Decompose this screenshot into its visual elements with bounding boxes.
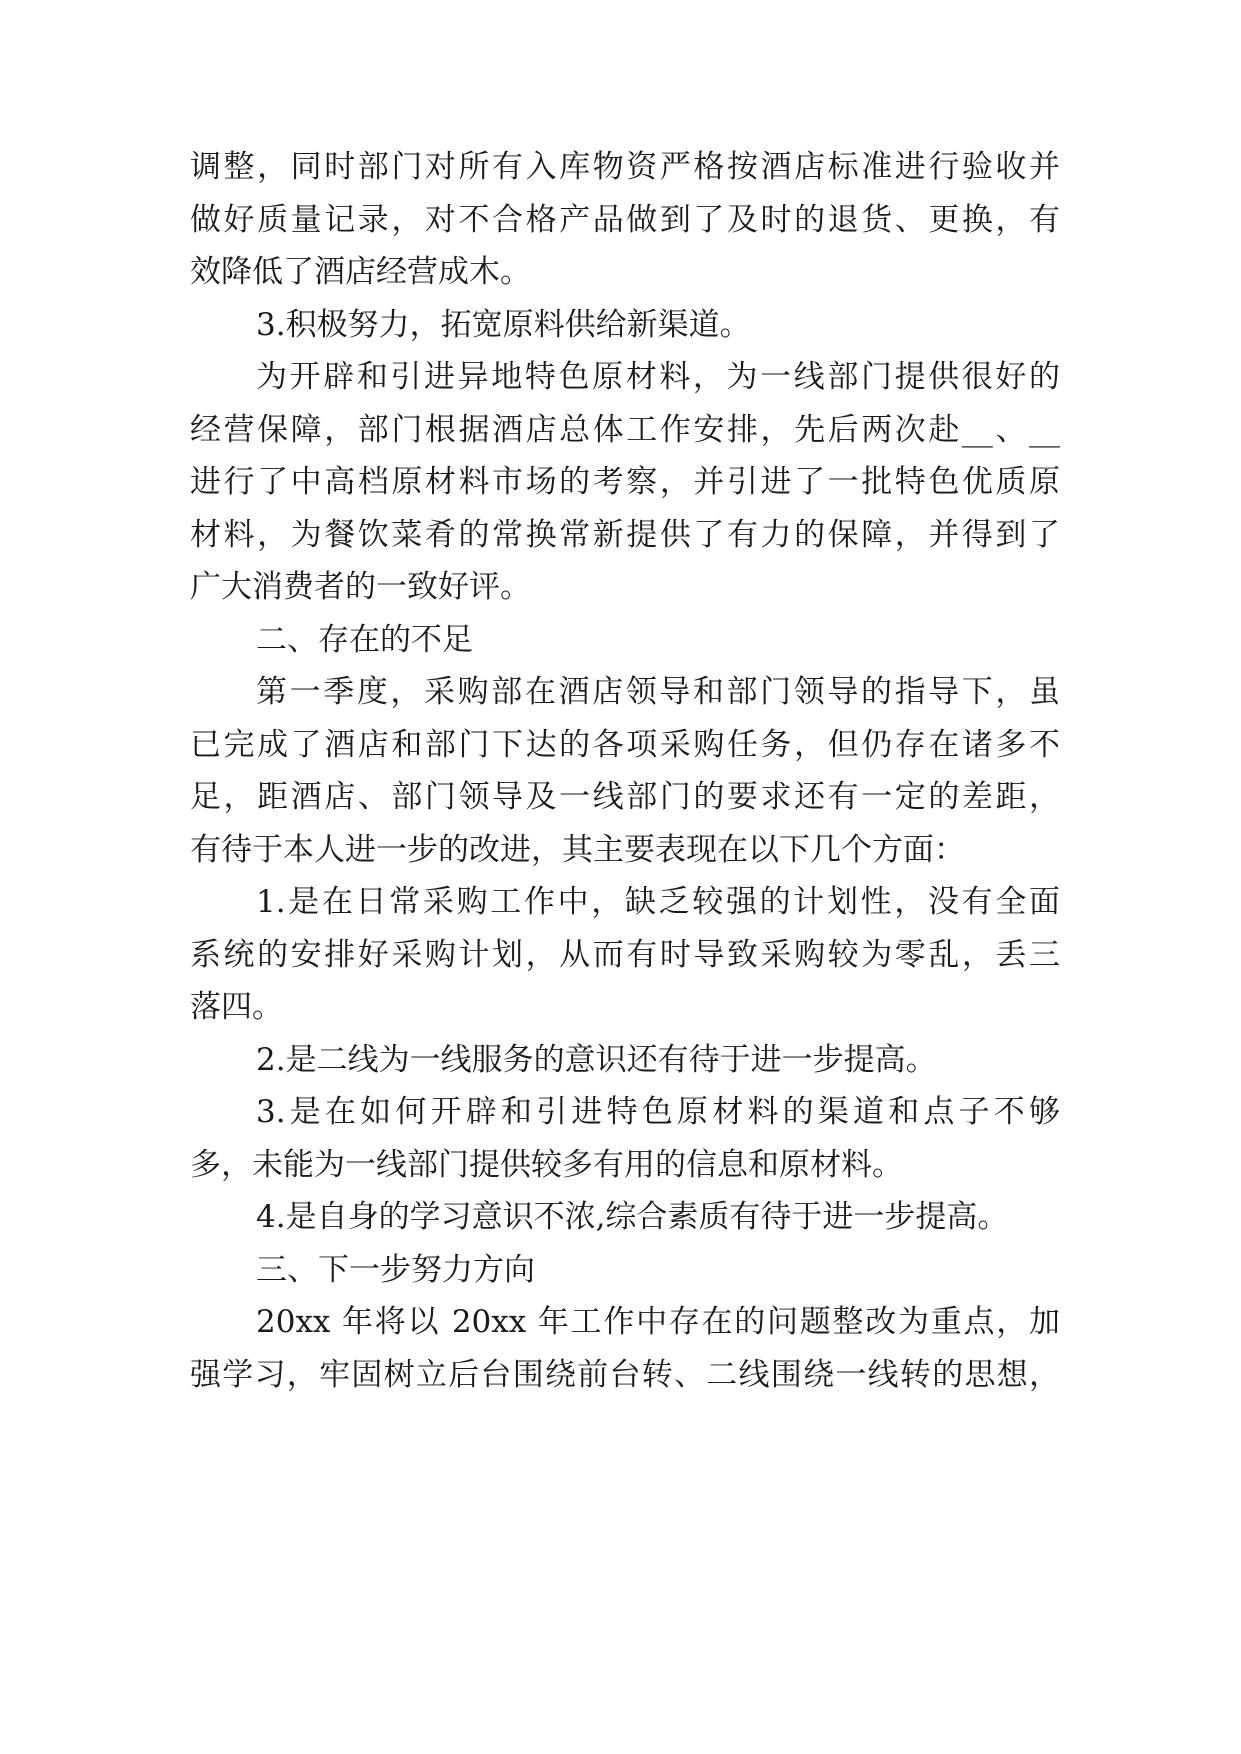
section-heading: 二、存在的不足: [256, 622, 473, 658]
paragraph-line: 效降低了酒店经营成木。: [190, 254, 531, 290]
paragraph-line: 第一季度，采购部在酒店领导和部门领导的指导下，虽: [256, 674, 1060, 710]
list-item-line: 多，未能为一线部门提供较多有用的信息和原材料。: [190, 1147, 903, 1183]
list-item-line: 3.是在如何开辟和引进特色原材料的渠道和点子不够: [256, 1094, 1060, 1130]
list-item-line: 1.是在日常采购工作中，缺乏较强的计划性，没有全面: [256, 884, 1060, 920]
paragraph-line: 做好质量记录，对不合格产品做到了及时的退货、更换，有: [190, 202, 1060, 238]
paragraph-line: 材料，为餐饮菜肴的常换常新提供了有力的保障，并得到了: [190, 517, 1060, 553]
paragraph-line: 有待于本人进一步的改进，其主要表现在以下几个方面：: [190, 832, 965, 868]
paragraph-line: 为开辟和引进异地特色原材料，为一线部门提供很好的: [256, 359, 1060, 395]
list-item-line: 2.是二线为一线服务的意识还有待于进一步提高。: [256, 1042, 937, 1078]
paragraph-line: 经营保障，部门根据酒店总体工作安排，先后两次赴__、__: [190, 412, 1060, 448]
section-heading: 三、下一步努力方向: [256, 1252, 535, 1288]
paragraph-line: 调整，同时部门对所有入库物资严格按酒店标准进行验收并: [190, 149, 1060, 185]
list-item-line: 落四。: [190, 989, 283, 1025]
paragraph-line: 已完成了酒店和部门下达的各项采购任务，但仍存在诸多不: [190, 727, 1060, 763]
list-item-line: 4.是自身的学习意识不浓,综合素质有待于进一步提高。: [256, 1199, 1009, 1235]
paragraph-line: 20xx 年将以 20xx 年工作中存在的问题整改为重点，加: [256, 1304, 1060, 1340]
paragraph-line: 强学习，牢固树立后台围绕前台转、二线围绕一线转的思想，: [190, 1357, 1060, 1393]
paragraph-line: 广大消费者的一致好评。: [190, 569, 531, 605]
paragraph-line: 足，距酒店、部门领导及一线部门的要求还有一定的差距，: [190, 779, 1060, 815]
list-item-line: 系统的安排好采购计划，从而有时导致采购较为零乱，丢三: [190, 937, 1060, 973]
paragraph-line: 进行了中高档原材料市场的考察，并引进了一批特色优质原: [190, 464, 1060, 500]
section-item-heading: 3.积极努力，拓宽原料供给新渠道。: [256, 307, 751, 343]
